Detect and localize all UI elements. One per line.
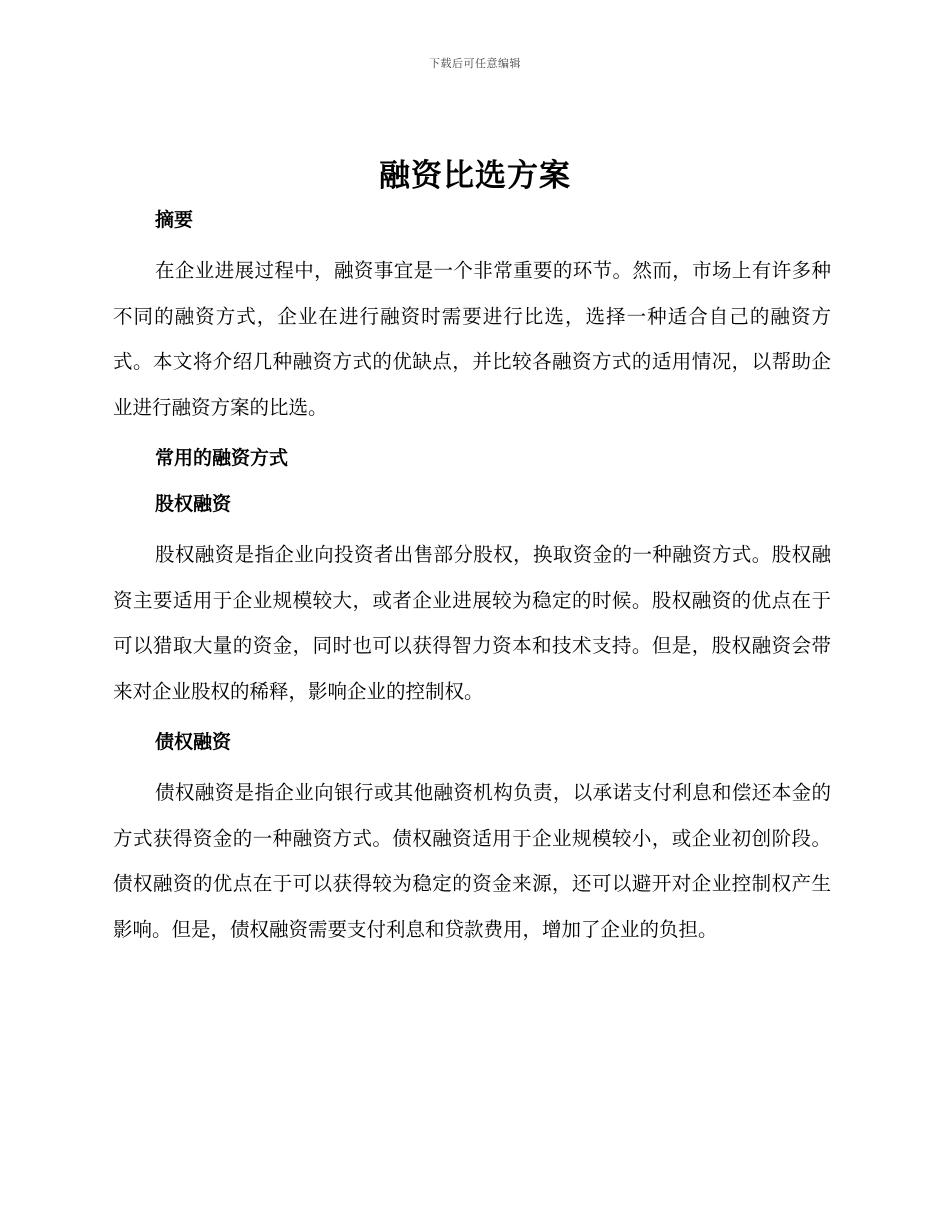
document-title: 融资比选方案 xyxy=(379,158,571,194)
debt-financing-paragraph: 债权融资是指企业向银行或其他融资机构负责，以承诺支付利息和偿还本金的方式获得资金的一种融资方式。债权融资适用于企业规模较小，或企业初创阶段。债权融资的优点在于可以获得较为稳定的资金来源，还可以避开对企业控制权产生影响。但是，债权融资需要支付利息和贷款费用，增加了企业的负担。 xyxy=(113,781,831,941)
common-methods-heading: 常用的融资方式 xyxy=(155,447,289,469)
debt-financing-heading: 债权融资 xyxy=(155,731,232,753)
equity-financing-paragraph: 股权融资是指企业向投资者出售部分股权，换取资金的一种融资方式。股权融资主要适用于企业规模较大，或者企业进展较为稳定的时候。股权融资的优点在于可以猎取大量的资金，同时也可以获得智力资本和技术支持。但是，股权融资会带来对企业股权的稀释，影响企业的控制权。 xyxy=(113,543,831,703)
document-body xyxy=(113,202,831,962)
abstract-heading: 摘要 xyxy=(155,209,194,231)
equity-financing-heading: 股权融资 xyxy=(155,493,232,515)
abstract-paragraph: 在企业进展过程中，融资事宜是一个非常重要的环节。然而，市场上有许多种不同的融资方式，企业在进行融资时需要进行比选，选择一种适合自己的融资方式。本文将介绍几种融资方式的优缺点，并比较各融资方式的适用情况，以帮助企业进行融资方案的比选。 xyxy=(113,259,831,419)
header-note: 下载后可任意编辑 xyxy=(429,57,521,70)
